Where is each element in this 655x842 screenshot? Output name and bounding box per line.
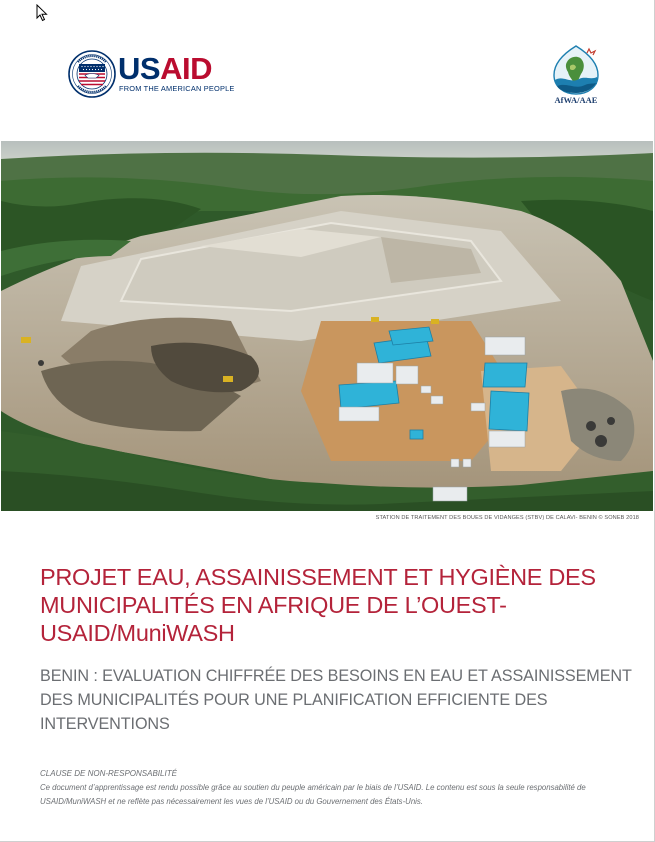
afwa-logo	[545, 44, 607, 108]
afwa-emblem-icon	[545, 44, 607, 96]
usaid-seal-icon	[68, 50, 116, 98]
document-subtitle: BENIN : EVALUATION CHIFFRÉE DES BESOINS EN EAU ET ASSAINISSEMENT DES MUNICIPALITÉS POUR UNE PLANIFICATION EFFICIENTE DES INTERVENTIONS	[40, 667, 632, 733]
disclaimer-body: Ce document d’apprentissage est rendu possible grâce au soutien du peuple américain par le biais de l’USAID. Le contenu est sous la seule responsabilité de USAID/MuniWASH et ne reflète pas nécessairement les vues de l’USAID ou du Gouvernement des États-Unis.	[40, 783, 586, 806]
photo-caption: STATION DE TRAITEMENT DES BOUES DE VIDANGES (STBV) DE CALAVI- BENIN © SONEB 2018	[375, 515, 639, 521]
afwa-label: AfWA/AAE	[554, 95, 598, 105]
aerial-site-illustration	[1, 141, 653, 511]
usaid-tagline: FROM THE AMERICAN PEOPLE	[119, 84, 235, 93]
mouse-cursor-icon	[36, 4, 48, 22]
usaid-wordmark-us: US	[118, 51, 161, 86]
document-title: PROJET EAU, ASSAINISSEMENT ET HYGIÈNE DES MUNICIPALITÉS EN AFRIQUE DE L’OUEST- USAID/MuniWASH	[40, 564, 596, 646]
usaid-logo	[68, 50, 235, 98]
usaid-wordmark-aid: AID	[160, 51, 212, 86]
disclaimer-heading: CLAUSE DE NON-RESPONSABILITÉ	[40, 769, 177, 778]
usaid-wordmark	[118, 53, 212, 84]
cover-photo	[1, 141, 653, 511]
